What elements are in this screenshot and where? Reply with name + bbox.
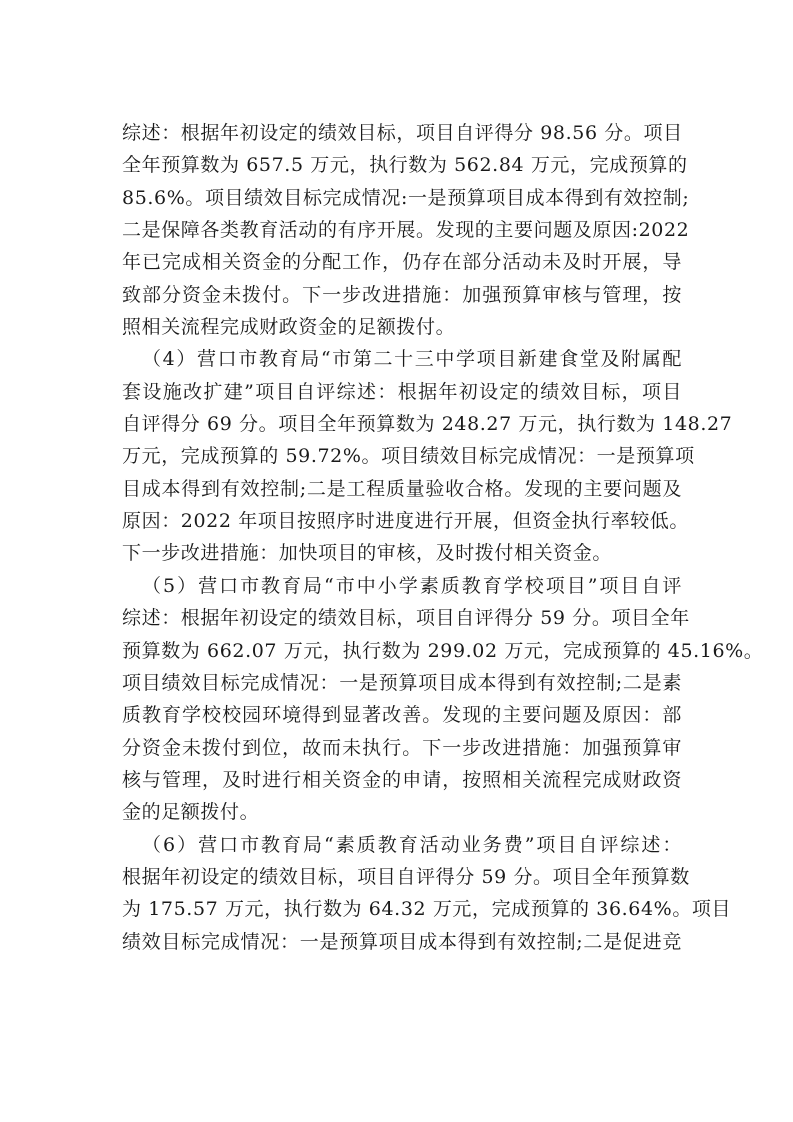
text-line: 致部分资金未拨付。下一步改进措施：加强预算审核与管理，按 xyxy=(122,283,682,306)
text-line: 根据年初设定的绩效目标，项目自评得分 59 分。项目全年预算数 xyxy=(122,865,690,888)
text-line: 质教育学校校园环境得到显著改善。发现的主要问题及原因：部 xyxy=(122,704,682,727)
text-line: 85.6%。项目绩效目标完成情况:一是预算项目成本得到有效控制; xyxy=(122,186,690,209)
paragraph-heading-line: （4）营口市教育局“市第二十三中学项目新建食堂及附属配 xyxy=(142,348,682,371)
document-body xyxy=(122,117,764,958)
text-line: 为 175.57 万元，执行数为 64.32 万元，完成预算的 36.64%。项目 xyxy=(122,898,732,921)
text-line: 金的足额拨付。 xyxy=(122,801,260,824)
text-line: 项目绩效目标完成情况：一是预算项目成本得到有效控制;二是素 xyxy=(122,671,682,694)
text-line: 照相关流程完成财政资金的足额拨付。 xyxy=(122,316,456,339)
text-line: 万元，完成预算的 59.72%。项目绩效目标完成情况：一是预算项 xyxy=(122,445,695,468)
text-line: 预算数为 662.07 万元，执行数为 299.02 万元，完成预算的 45.16%。 xyxy=(122,639,764,662)
text-line: 综述：根据年初设定的绩效目标，项目自评得分 59 分。项目全年 xyxy=(122,607,690,630)
text-line: 目成本得到有效控制;二是工程质量验收合格。发现的主要问题及 xyxy=(122,477,682,500)
text-line: 年已完成相关资金的分配工作，仍存在部分活动未及时开展，导 xyxy=(122,251,682,274)
text-line: 下一步改进措施：加快项目的审核，及时拨付相关资金。 xyxy=(122,542,613,565)
text-line: 套设施改扩建”项目自评综述：根据年初设定的绩效目标，项目 xyxy=(122,380,682,403)
text-line: 核与管理，及时进行相关资金的申请，按照相关流程完成财政资 xyxy=(122,768,682,791)
text-line: 全年预算数为 657.5 万元，执行数为 562.84 万元，完成预算的 xyxy=(122,154,688,177)
text-line: 原因：2022 年项目按照序时进度进行开展，但资金执行率较低。 xyxy=(122,510,689,533)
text-line: 绩效目标完成情况：一是预算项目成本得到有效控制;二是促进竞 xyxy=(122,930,682,953)
text-line: 二是保障各类教育活动的有序开展。发现的主要问题及原因:2022 xyxy=(122,219,690,242)
paragraph-heading-line: （5）营口市教育局“市中小学素质教育学校项目”项目自评 xyxy=(142,574,682,597)
text-line: 自评得分 69 分。项目全年预算数为 248.27 万元，执行数为 148.27 xyxy=(122,413,733,436)
paragraph-heading-line: （6）营口市教育局“素质教育活动业务费”项目自评综述： xyxy=(142,833,682,856)
text-line: 综述：根据年初设定的绩效目标，项目自评得分 98.56 分。项目 xyxy=(122,122,683,144)
text-line: 分资金未拨付到位，故而未执行。下一步改进措施：加强预算审 xyxy=(122,736,682,759)
